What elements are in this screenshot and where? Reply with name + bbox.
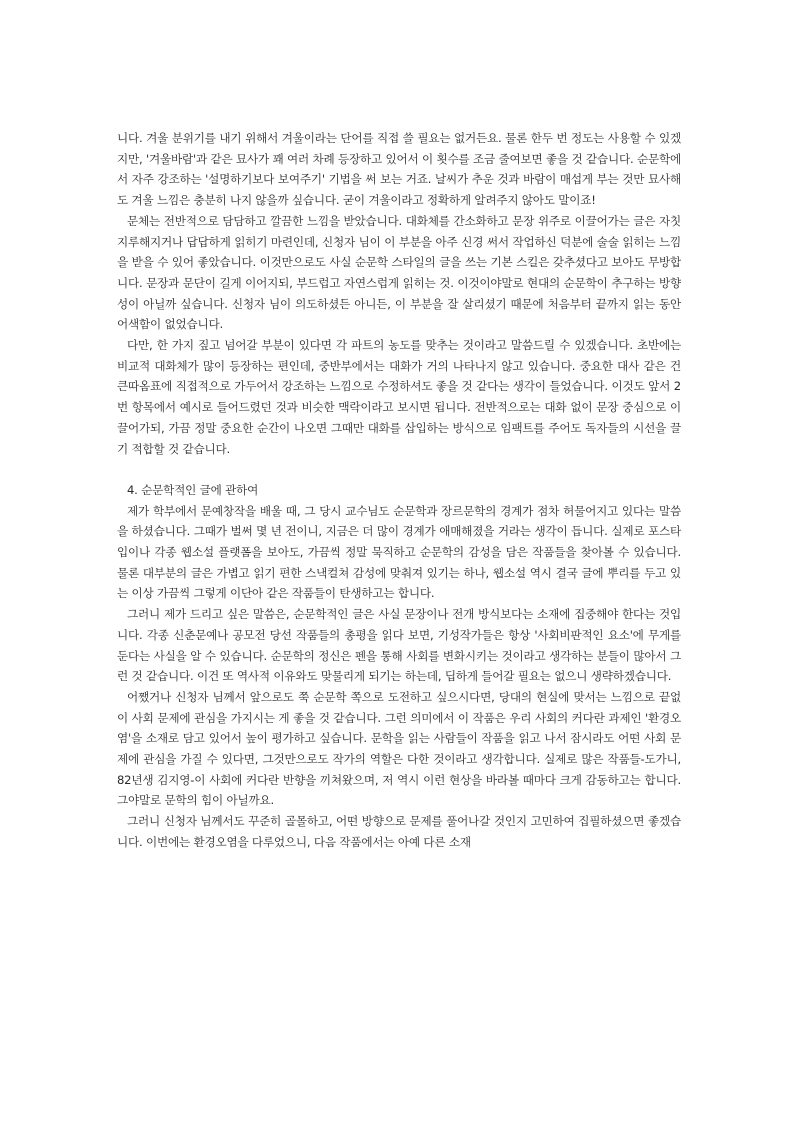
document-page <box>117 128 681 853</box>
section-heading: 4. 순문학적인 글에 관하여 <box>127 482 259 497</box>
body-paragraph: 다만, 한 가지 짚고 넘어갈 부분이 있다면 각 파트의 농도를 맞추는 것이라고 말씀드릴 수 있겠습니다. 초반에는 비교적 대화체가 많이 등장하는 편인데, 중반부에서는 대화가 거의 나타나지 않고 있습니다. 중요한 대사 같은 건 큰따옴표에 직접적으로 가두어서 강조하는 느낌으로 수정하셔도 좋을 것 같다는 생각이 들었습니다. 이것도 앞서 2번 항목에서 예시로 들어드렸던 것과 비슷한 맥락이라고 보시면 됩니다. 전반적으로는 대화 없이 문장 중심으로 이끌어가되, 가끔 정말 중요한 순간이 나오면 그때만 대화를 삽입하는 방식으로 임팩트를 주어도 독자들의 시선을 끌기 적합할 것 같습니다. <box>117 338 681 456</box>
body-paragraph: 제가 학부에서 문예창작을 배울 때, 그 당시 교수님도 순문학과 장르문학의 경계가 점차 허물어지고 있다는 말씀을 하셨습니다. 그때가 벌써 몇 년 전이니, 지금은 더 많이 경계가 애매해졌을 거라는 생각이 듭니다. 실제로 포스타입이나 각종 웹소설 플랫폼을 보아도, 가끔씩 정말 묵직하고 순문학의 감성을 담은 작품들을 찾아볼 수 있습니다. 물론 대부분의 글은 가볍고 읽기 편한 스낵컬쳐 감성에 맞춰져 있기는 하나, 웹소설 역시 결국 글에 뿌리를 두고 있는 이상 가끔씩 그렇게 이단아 같은 작품들이 탄생하고는 합니다. <box>117 503 681 601</box>
body-paragraph: 니다. 겨울 분위기를 내기 위해서 겨울이라는 단어를 직접 쓸 필요는 없거든요. 물론 한두 번 정도는 사용할 수 있겠지만, '겨울바람'과 같은 묘사가 꽤 여러 차례 등장하고 있어서 이 횟수를 조금 줄여보면 좋을 것 같습니다. 순문학에서 자주 강조하는 '설명하기보다 보여주기' 기법을 써 보는 거죠. 날씨가 추운 것과 바람이 매섭게 부는 것만 묘사해도 겨울 느낌은 충분히 나지 않을까 싶습니다. 굳이 겨울이라고 정확하게 알려주지 않아도 말이죠! <box>117 131 681 208</box>
body-paragraph: 문체는 전반적으로 담담하고 깔끔한 느낌을 받았습니다. 대화체를 간소화하고 문장 위주로 이끌어가는 글은 자칫 지루해지거나 답답하게 읽히기 마련인데, 신청자 님이 이 부분을 아주 신경 써서 작업하신 덕분에 술술 읽히는 느낌을 받을 수 있어 좋았습니다. 이것만으로도 사실 순문학 스타일의 글을 쓰는 기본 스킬은 갖추셨다고 보아도 무방합니다. 문장과 문단이 길게 이어지되, 부드럽고 자연스럽게 읽히는 것. 이것이야말로 현대의 순문학이 추구하는 방향성이 아닐까 싶습니다. 신청자 님이 의도하셨든 아니든, 이 부분을 잘 살리셨기 때문에 처음부터 끝까지 읽는 동안 어색함이 없었습니다. <box>117 213 681 332</box>
body-paragraph: 그러니 제가 드리고 싶은 말씀은, 순문학적인 글은 사실 문장이나 전개 방식보다는 소재에 집중해야 한다는 것입니다. 각종 신춘문예나 공모전 당선 작품들의 총평을 읽다 보면, 기성작가들은 항상 '사회비판적인 요소'에 무게를 둔다는 사실을 알 수 있습니다. 순문학의 정신은 펜을 통해 사회를 변화시키는 것이라고 생각하는 분들이 많아서 그런 것 같습니다. 이건 또 역사적 이유와도 맞물리게 되기는 하는데, 딥하게 들어갈 필요는 없으니 생략하겠습니다. <box>117 607 681 684</box>
body-paragraph: 어쨌거나 신청자 님께서 앞으로도 쭉 순문학 쪽으로 도전하고 싶으시다면, 당대의 현실에 맞서는 느낌으로 끝없이 사회 문제에 관심을 가지시는 게 좋을 것 같습니다. 그런 의미에서 이 작품은 우리 사회의 커다란 과제인 '환경오염'을 소재로 담고 있어서 높이 평가하고 싶습니다. 문학을 읽는 사람들이 작품을 읽고 나서 잠시라도 어떤 사회 문제에 관심을 가질 수 있다면, 그것만으로도 작가의 역할은 다한 것이라고 생각합니다. 실제로 많은 작품들-도가니, 82년생 김지영-이 사회에 커다란 반향을 끼쳐왔으며, 저 역시 이런 현상을 바라볼 때마다 크게 감동하고는 합니다. 그야말로 문학의 힘이 아닐까요. <box>117 689 681 808</box>
body-paragraph: 그러니 신청자 님께서도 꾸준히 골몰하고, 어떤 방향으로 문제를 풀어나갈 것인지 고민하여 집필하셨으면 좋겠습니다. 이번에는 환경오염을 다루었으니, 다음 작품에서는 아예 다른 소재 <box>117 814 681 849</box>
section-spacer <box>117 459 681 480</box>
